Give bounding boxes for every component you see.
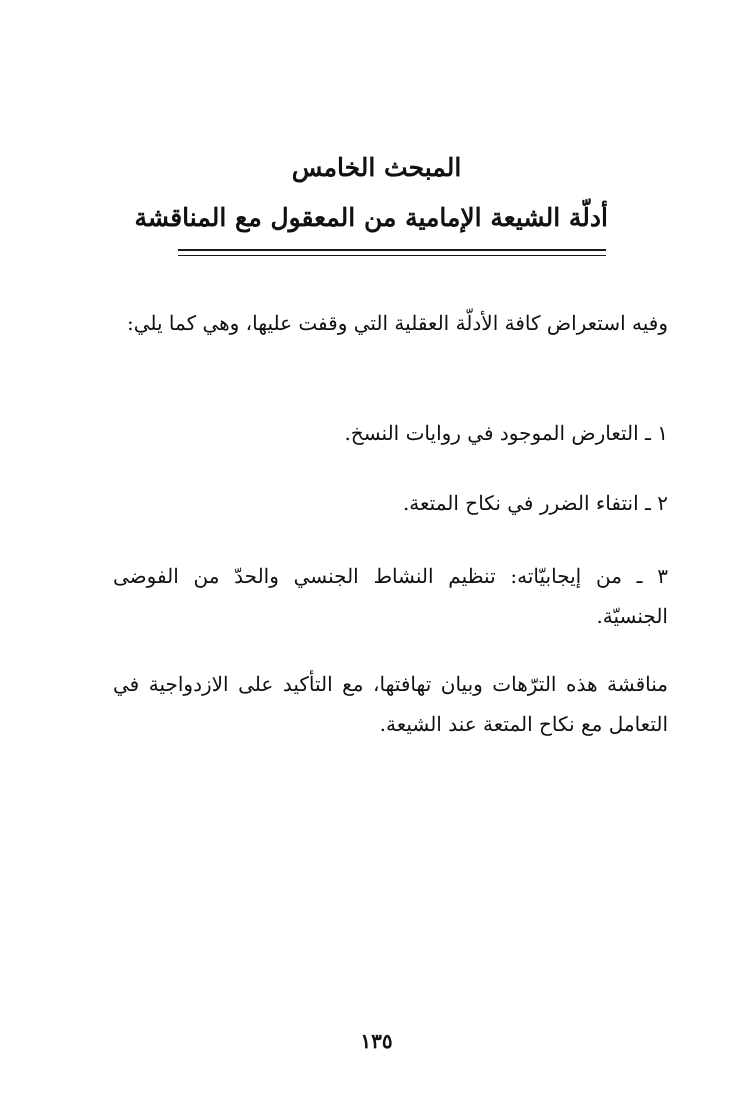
list-item-1: ١ ـ التعارض الموجود في روايات النسخ. <box>344 421 668 445</box>
closing-paragraph: مناقشة هذه الترّهات وبيان تهافتها، مع التأكيد على الازدواجية في التعامل مع نكاح المتعة عند الشيعة. <box>113 672 668 736</box>
section-heading: المبحث الخامس <box>291 153 462 182</box>
intro-paragraph: وفيه استعراض كافة الأدلّة العقلية التي وقفت عليها، وهي كما يلي: <box>126 311 668 335</box>
title-underline-thick <box>178 249 606 251</box>
page-number: ١٣٥ <box>360 1029 393 1053</box>
section-title: أدلّة الشيعة الإمامية من المعقول مع المناقشة <box>134 203 608 232</box>
list-item-3: ٣ ـ من إيجابيّاته: تنظيم النشاط الجنسي والحدّ من الفوضى الجنسيّة. <box>113 564 668 628</box>
list-item-2: ٢ ـ انتفاء الضرر في نكاح المتعة. <box>402 491 668 515</box>
title-underline-thin <box>178 255 606 256</box>
